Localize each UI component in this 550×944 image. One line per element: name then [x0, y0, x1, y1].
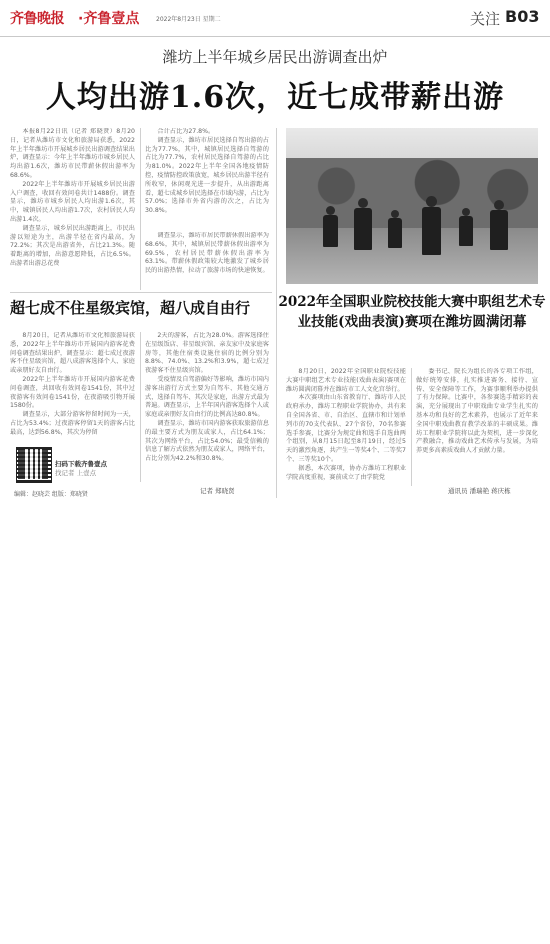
article1-column-2	[145, 128, 269, 238]
article1-column-1	[10, 128, 135, 306]
paragraph: 8月20日，记者从潍坊市文化和旅游局获悉，2022年上半年潍坊市开展国内游客花费问卷调查结果出炉，调查显示：超七成过夜游客不住星级宾馆，超八成游客选择个人、家庭或亲朋好友自由行。	[10, 332, 135, 375]
news-photo	[286, 128, 538, 284]
paragraph: 调查显示，潍坊市居民带薪休假出游率为68.6%，其中，城镇居民带薪休假出游率为69.5%，农村居民带薪休假出游率为63.1%。带薪休假政策较大地激发了城乡居民的出游热情，拉动了旅游市场的快速恢复。	[145, 232, 269, 275]
qr-code-pattern	[18, 449, 48, 479]
newspaper-logo: 齐鲁晚报	[10, 11, 64, 27]
article1-headline: 人均出游1.6次，近七成带薪出游	[45, 80, 505, 115]
paragraph: 委书记、院长为组长的各专项工作组，做好统筹安排，扎实推进赛务、接待、宣传、安全保障等工作，为赛事顺利举办提供了有力保障。比赛中，各参赛选手精彩的表演，充分展现出了中职戏曲专业学生扎实的基本功和良好的艺术素养，也展示了近年来全国中职戏曲教育教学改革的丰硕成果。潍坊工程职业学院将以此为契机，进一步深化产教融合，推动戏曲艺术传承与发展，为培养更多高素质戏曲人才贡献力量。	[416, 368, 538, 455]
paragraph: 8月20日，2022年全国职业院校技能大赛中职组艺术专业技能(戏曲表演)赛项在潍坊圆满闭幕并在潍坊市工人文化宫举行。	[286, 368, 406, 393]
paragraph: 本报8月22日讯（记者 郑晓贤）8月20日，记者从潍坊市文化和旅游局获悉，2022年上半年潍坊市开展城乡居民出游调查结果出炉，调查显示：今年上半年潍坊市城乡居民人均出游1.6次，潍坊市民带薪休假出游率为68.6%。	[10, 128, 135, 179]
section-divider	[10, 292, 272, 293]
paragraph: 本次赛项由山东省教育厅、潍坊市人民政府承办，潍坊工程职业学院协办，共有来自全国各省、市、自治区、直辖市和计划单列市的70支代表队、27个省份，70名参赛选手参赛，比赛分为规定曲和选手自选曲两个组别，从8月15日起至8月19日，经过5天的激烈角逐，共产生一等奖4个、二等奖7个、三等奖10个。	[286, 394, 406, 463]
article3-byline: 通讯员 潘瑞艳 蒋庆栋	[448, 487, 511, 495]
article2-byline: 记者 郑晓贤	[200, 487, 235, 495]
paragraph: 调查显示，潍坊市居民选择自驾出游的占比为77.7%，其中，城镇居民选择自驾游的占比为77.7%，农村居民选择自驾游的占比为81.0%。2022年上半年全国各地疫情防控，疫情防控政策放宽，城乡居民出游半径有所收窄，休闲观光进一步提升，从出游距离看，超七成城乡居民选择在市域内游，占比为57.0%；选择市外省内游的次之，占比为30.8%。	[145, 136, 269, 215]
qr-label: 扫码下载齐鲁壹点	[55, 460, 107, 468]
column-divider	[411, 368, 412, 486]
paragraph: 2022年上半年潍坊市开展城乡居民出游入户调查，收回有效问卷共计1488份。调查显示，潍坊市城乡居民人均出游1.6次，其中，城镇居民人均出游1.7次，农村居民人均出游1.4次。	[10, 180, 135, 223]
article1-column-3	[145, 232, 269, 292]
article1-subheadline: 潍坊上半年城乡居民出游调查出炉	[162, 48, 388, 66]
qr-sublabel: 找记者 上壹点	[55, 469, 97, 477]
paragraph: 调查显示，大部分游客停留时间为一天，占比为53.4%；过夜游客停留1天的游客占比最高，达到56.8%，其次为停留	[10, 411, 135, 436]
editor-credits: 编辑：赵晓芸 组版：郑晓贤	[14, 491, 88, 498]
qr-caption	[55, 459, 107, 477]
app-logo: ·齐鲁壹点	[78, 11, 140, 27]
paragraph: 受疫情及自驾游偏好等影响，潍坊市国内游客出游行方式主要为自驾车、其他交通方式，选择自驾车、其次是家庭，出游方式最为普遍。调查显示，上半年国内游客选择个人或家庭或亲朋好友自由行的比例高达80.8%。	[145, 375, 269, 419]
paragraph: 2022年上半年潍坊市开展国内游客花费问卷调查，共回收有效问卷1541份，其中过夜游客有效问卷1541份，在夜游吸引物开展1580份。	[10, 375, 135, 410]
column-divider	[140, 128, 141, 290]
article2-column-1	[10, 332, 135, 448]
page-number: B03	[505, 7, 540, 26]
article3-headline: 2022年全国职业院校技能大赛中职组艺术专业技能(戏曲表演)赛项在潍坊圆满闭幕	[278, 294, 546, 330]
issue-date: 2022年8月23日 星期二	[156, 16, 221, 23]
article3-column-2	[416, 368, 538, 486]
section-name: 关注	[470, 10, 501, 28]
article2-column-2	[145, 332, 269, 484]
article3-column-1	[286, 368, 406, 496]
paragraph: 调查显示，城乡居民出游距离上，市民出游以短途为主，出游半径在省内最高，为72.2%；其次是出游省外，占比21.3%。随着距离的增加，出游意愿降低，占比6.5%。出游者出游总花费	[10, 224, 135, 267]
column-divider	[140, 332, 141, 482]
paragraph: 合计占比为27.8%。	[157, 128, 215, 135]
paragraph: 调查显示，潍坊市国内游客获取旅游信息的最主要方式为朋友或家人，占比64.1%；其次为网络平台，占比54.0%；最受信赖的信息了解方式依然为朋友或家人，网络平台，占比分别为42.2%和30.8%。	[145, 419, 269, 463]
paragraph: 2天的游客，占比为28.0%。游客选择住在星级饭店、非星级宾馆、亲友家中及家庭客房等，其他住宿类设施住宿的比例分别为8.8%、74.0%、13.2%和3.9%，超七成过夜游客不住星级宾馆。	[145, 332, 269, 375]
article2-headline: 超七成不住星级宾馆，超八成自由行	[10, 299, 251, 317]
paragraph: 据悉，本次赛项，协办方潍坊工程职业学院高度重视，赛前成立了由学院党	[286, 464, 406, 481]
